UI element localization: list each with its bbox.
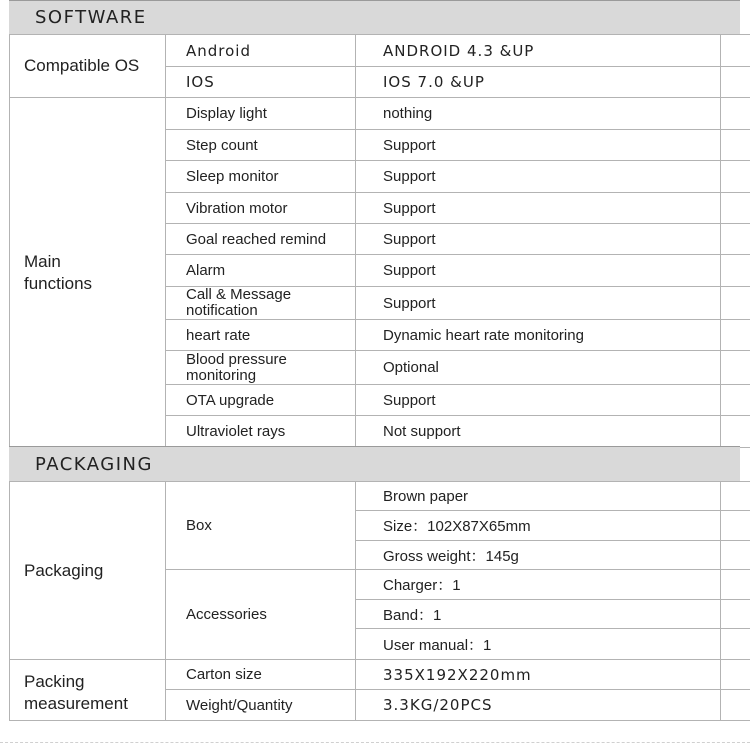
function-value: Support <box>356 255 721 287</box>
function-value: nothing <box>356 98 721 130</box>
empty-cell <box>721 67 750 98</box>
empty-cell <box>721 482 750 511</box>
empty-cell <box>721 193 750 224</box>
box-item: Gross weight：145g <box>356 541 721 570</box>
function-value: Support <box>356 385 721 416</box>
software-table <box>9 34 750 448</box>
empty-cell <box>721 320 750 351</box>
empty-cell <box>721 660 750 690</box>
empty-cell <box>721 511 750 541</box>
box-item: Size：102X87X65mm <box>356 511 721 541</box>
empty-cell <box>721 541 750 570</box>
empty-cell <box>721 351 750 385</box>
accessory-item: Band：1 <box>356 600 721 629</box>
empty-cell <box>721 98 750 130</box>
function-value: Support <box>356 224 721 255</box>
empty-cell <box>721 287 750 320</box>
os-name: Android <box>166 35 356 67</box>
function-value: Not support <box>356 416 721 448</box>
empty-cell <box>721 690 750 721</box>
empty-cell <box>721 255 750 287</box>
empty-cell <box>721 224 750 255</box>
function-name: Alarm <box>166 255 356 287</box>
function-value: Optional <box>356 351 721 385</box>
box-item: Brown paper <box>356 482 721 511</box>
empty-cell <box>721 600 750 629</box>
accessory-item: User manual：1 <box>356 629 721 660</box>
function-value: Dynamic heart rate monitoring <box>356 320 721 351</box>
software-section-header <box>9 0 740 35</box>
compatible-os-label: Compatible OS <box>10 35 166 98</box>
empty-cell <box>721 35 750 67</box>
bottom-divider <box>0 742 750 744</box>
table-row <box>10 660 750 690</box>
empty-cell <box>721 570 750 600</box>
function-value: Support <box>356 193 721 224</box>
os-name: IOS <box>166 67 356 98</box>
function-name: Sleep monitor <box>166 161 356 193</box>
empty-cell <box>721 416 750 448</box>
function-name: Call & Message notification <box>166 287 356 320</box>
box-label: Box <box>166 482 356 570</box>
measurement-name: Weight/Quantity <box>166 690 356 721</box>
function-name: heart rate <box>166 320 356 351</box>
empty-cell <box>721 629 750 660</box>
function-name: Display light <box>166 98 356 130</box>
packaging-table <box>9 481 750 721</box>
os-value: IOS 7.0 &UP <box>356 67 721 98</box>
measurement-value: 335X192X220mm <box>356 660 721 690</box>
function-name: OTA upgrade <box>166 385 356 416</box>
packaging-header-title: PACKAGING <box>35 454 153 475</box>
function-name: Vibration motor <box>166 193 356 224</box>
function-name: Blood pressure monitoring <box>166 351 356 385</box>
main-functions-label: Main functions <box>10 98 166 448</box>
measurement-value: 3.3KG/20PCS <box>356 690 721 721</box>
table-row <box>10 98 750 130</box>
empty-cell <box>721 130 750 161</box>
function-value: Support <box>356 287 721 320</box>
table-row <box>10 482 750 511</box>
function-name: Step count <box>166 130 356 161</box>
packaging-label: Packaging <box>10 482 166 660</box>
empty-cell <box>721 385 750 416</box>
measurement-name: Carton size <box>166 660 356 690</box>
os-value: ANDROID 4.3 &UP <box>356 35 721 67</box>
function-name: Ultraviolet rays <box>166 416 356 448</box>
empty-cell <box>721 161 750 193</box>
packaging-section-header <box>9 446 740 482</box>
function-value: Support <box>356 161 721 193</box>
software-header-title: SOFTWARE <box>35 7 147 28</box>
accessory-item: Charger：1 <box>356 570 721 600</box>
function-name: Goal reached remind <box>166 224 356 255</box>
packing-measurement-label: Packing measurement <box>10 660 166 721</box>
table-row <box>10 35 750 67</box>
accessories-label: Accessories <box>166 570 356 660</box>
function-value: Support <box>356 130 721 161</box>
